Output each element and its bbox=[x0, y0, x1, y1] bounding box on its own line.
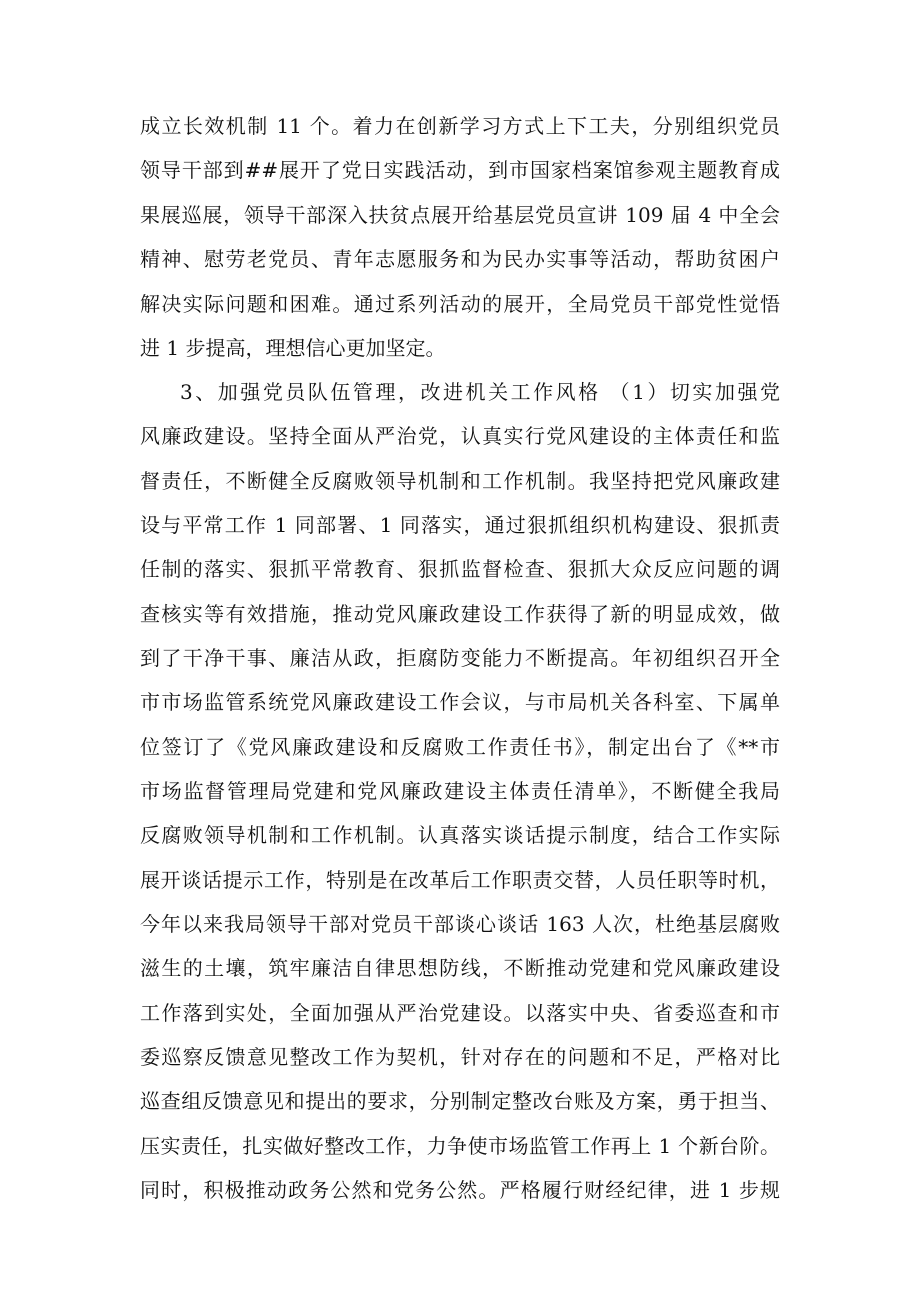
text-line: 进 1 步提高，理想信心更加坚定。 bbox=[140, 336, 446, 360]
text-line: 到了干净干事、廉洁从政，拒腐防变能力不断提高。年初组织召开全 bbox=[140, 646, 780, 670]
text-line: 工作落到实处，全面加强从严治党建设。以落实中央、省委巡查和市 bbox=[140, 1001, 780, 1025]
text-line: 查核实等有效措施，推动党风廉政建设工作获得了新的明显成效，做 bbox=[140, 602, 780, 626]
text-line: 精神、慰劳老党员、青年志愿服务和为民办实事等活动，帮助贫困户 bbox=[140, 247, 780, 271]
text-line: 领导干部到##展开了党日实践活动，到市国家档案馆参观主题教育成 bbox=[140, 158, 780, 182]
text-line: 任制的落实、狠抓平常教育、狠抓监督检查、狠抓大众反应问题的调 bbox=[140, 557, 780, 581]
text-line: 同时，积极推动政务公然和党务公然。严格履行财经纪律，进 1 步规 bbox=[140, 1178, 780, 1202]
text-line: 巡查组反馈意见和提出的要求，分别制定整改台账及方案，勇于担当、 bbox=[140, 1089, 780, 1113]
text-line: 市场监督管理局党建和党风廉政建设主体责任清单》，不断健全我局 bbox=[140, 779, 780, 803]
text-line: 设与平常工作 1 同部署、1 同落实，通过狠抓组织机构建设、狠抓责 bbox=[140, 513, 780, 537]
text-line: 3、加强党员队伍管理，改进机关工作风格 （1）切实加强党 bbox=[180, 380, 780, 404]
text-line: 果展巡展，领导干部深入扶贫点展开给基层党员宣讲 109 届 4 中全会 bbox=[140, 203, 780, 227]
text-line: 反腐败领导机制和工作机制。认真落实谈话提示制度，结合工作实际 bbox=[140, 823, 780, 847]
text-line: 解决实际问题和困难。通过系列活动的展开，全局党员干部党性觉悟 bbox=[140, 292, 780, 316]
text-line: 今年以来我局领导干部对党员干部谈心谈话 163 人次，杜绝基层腐败 bbox=[140, 912, 780, 936]
text-line: 委巡察反馈意见整改工作为契机，针对存在的问题和不足，严格对比 bbox=[140, 1045, 780, 1069]
text-line: 成立长效机制 11 个。着力在创新学习方式上下工夫，分别组织党员 bbox=[140, 114, 780, 138]
text-line: 滋生的土壤，筑牢廉洁自律思想防线，不断推动党建和党风廉政建设 bbox=[140, 956, 780, 980]
text-line: 风廉政建设。坚持全面从严治党，认真实行党风建设的主体责任和监 bbox=[140, 424, 780, 448]
text-line: 位签订了《党风廉政建设和反腐败工作责任书》，制定出台了《**市 bbox=[140, 735, 780, 759]
text-line: 督责任，不断健全反腐败领导机制和工作机制。我坚持把党风廉政建 bbox=[140, 469, 780, 493]
text-line: 压实责任，扎实做好整改工作，力争使市场监管工作再上 1 个新台阶。 bbox=[140, 1134, 780, 1158]
text-line: 展开谈话提示工作，特别是在改革后工作职责交替，人员任职等时机， bbox=[140, 868, 780, 892]
text-line: 市市场监管系统党风廉政建设工作会议，与市局机关各科室、下属单 bbox=[140, 690, 780, 714]
